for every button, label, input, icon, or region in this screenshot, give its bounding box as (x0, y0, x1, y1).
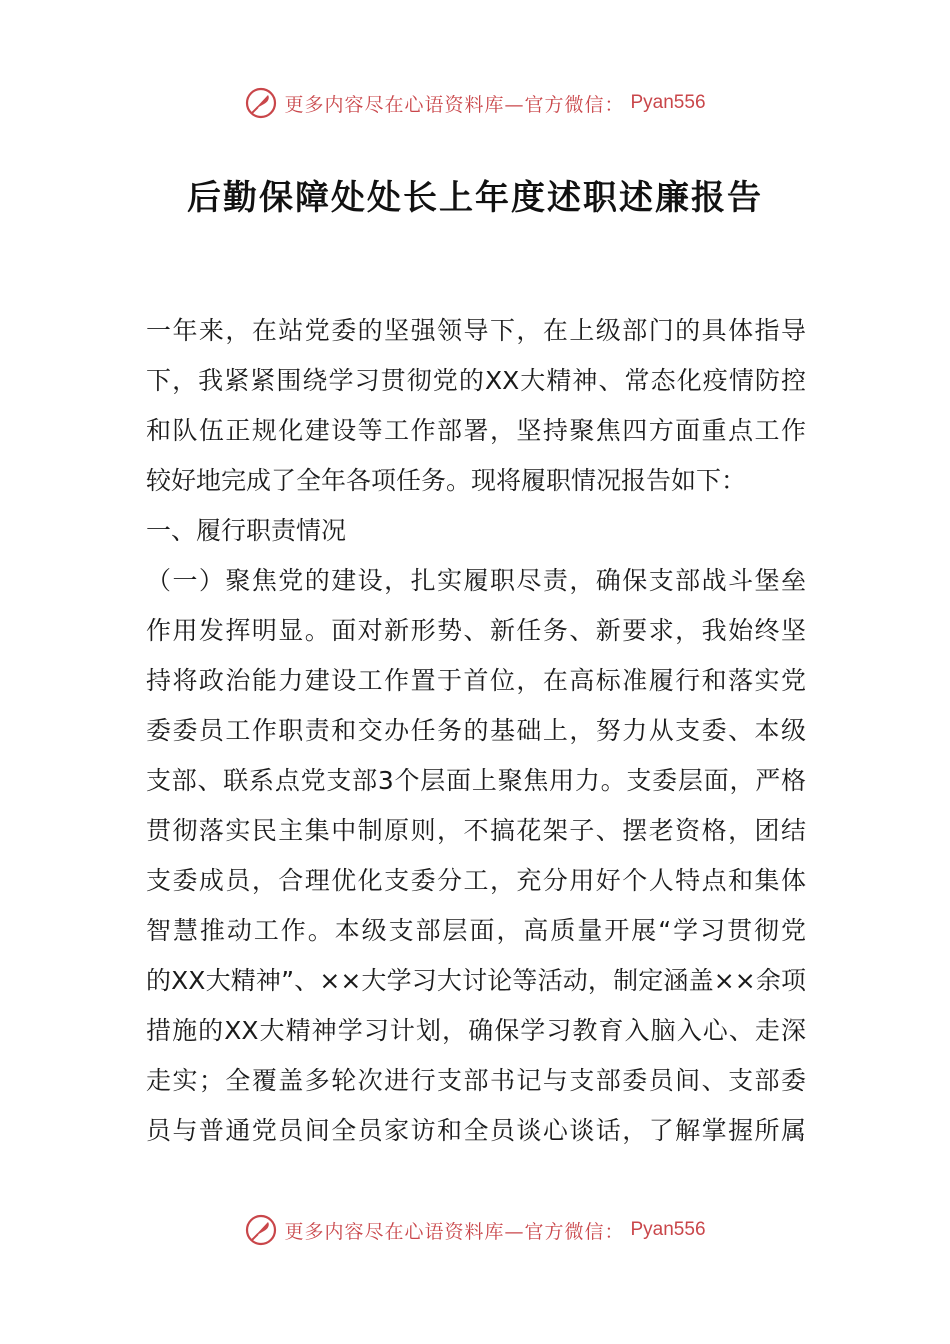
watermark-banner-top (0, 83, 950, 123)
quill-logo-icon (244, 1213, 278, 1247)
section-heading: 一、履行职责情况 (146, 516, 347, 545)
body-line: 持将政治能力建设工作置于首位，在高标准履行和落实党 (146, 666, 806, 695)
body-line: 委委员工作职责和交办任务的基础上，努力从支委、本级 (146, 716, 806, 745)
document-body (146, 306, 806, 1156)
body-line: （一）聚焦党的建设，扎实履职尽责，确保支部战斗堡垒 (146, 566, 806, 595)
document-title: 后勤保障处处长上年度述职述廉报告 (187, 178, 763, 218)
body-line: 员与普通党员间全员家访和全员谈心谈话，了解掌握所属 (146, 1116, 806, 1145)
watermark-text: 更多内容尽在心语资料库—官方微信： (284, 93, 625, 116)
watermark-wechat-id: Pyan556 (630, 1219, 706, 1240)
body-line: 的XX大精神”、××大学习大讨论等活动，制定涵盖××余项 (146, 966, 806, 995)
body-line: 支委成员，合理优化支委分工，充分用好个人特点和集体 (146, 866, 806, 895)
quill-logo-icon (244, 86, 278, 120)
body-line: 和队伍正规化建设等工作部署，坚持聚焦四方面重点工作 (146, 416, 806, 445)
body-line: 贯彻落实民主集中制原则，不搞花架子、摆老资格，团结 (146, 816, 806, 845)
body-line: 智慧推动工作。本级支部层面，高质量开展“学习贯彻党 (146, 916, 806, 945)
body-line: 作用发挥明显。面对新形势、新任务、新要求，我始终坚 (146, 616, 806, 645)
watermark-text: 更多内容尽在心语资料库—官方微信： (284, 1220, 625, 1243)
watermark-banner-bottom (0, 1210, 950, 1250)
body-line: 较好地完成了全年各项任务。现将履职情况报告如下： (146, 466, 747, 495)
body-line: 措施的XX大精神学习计划，确保学习教育入脑入心、走深 (146, 1016, 806, 1045)
body-line: 下，我紧紧围绕学习贯彻党的XX大精神、常态化疫情防控 (146, 366, 806, 395)
body-line: 支部、联系点党支部3个层面上聚焦用力。支委层面，严格 (146, 766, 806, 795)
body-line: 走实；全覆盖多轮次进行支部书记与支部委员间、支部委 (146, 1066, 806, 1095)
watermark-wechat-id: Pyan556 (630, 92, 706, 113)
body-line: 一年来，在站党委的坚强领导下，在上级部门的具体指导 (146, 316, 806, 345)
